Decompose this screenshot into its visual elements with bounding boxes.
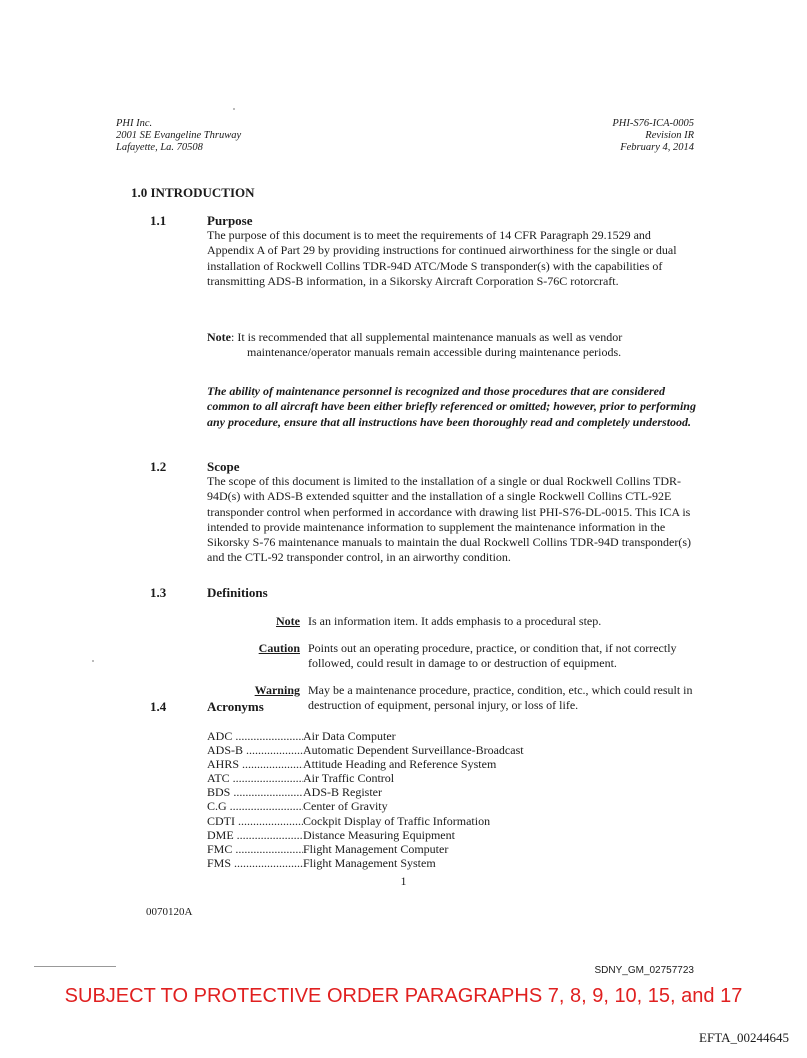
acronym-abbr: AHRS .....: [207, 757, 303, 771]
note-label: Note: [207, 330, 231, 344]
acronym-row: [207, 743, 524, 757]
section-heading-introduction: 1.0 INTRODUCTION: [131, 185, 255, 200]
section-number-scope: 1.2: [150, 459, 167, 474]
acronym-abbr: ATC .....: [207, 771, 303, 785]
section-number-purpose: 1.1: [150, 213, 167, 228]
document-id: 0070120A: [146, 906, 193, 918]
acronym-row: [207, 799, 524, 813]
section-title-acronyms: Acronyms: [207, 699, 264, 714]
scope-body: The scope of this document is limited to the installation of a single or dual Rockwell Collins TDR-94D(s) with ADS-B extended squitter and the installation of a single Rockwell Collins CTL-92E transponder control when performed in accordance with drawing list PHI-S76-DL-0015. This ICA is intended to provide maintenance information to supplement the maintenance information in the Sikorsky S-76 maintenance manuals to maintain the dual Rockwell Collins TDR-94D transponder(s) and the CTL-92 transponder control, in an airworthy condition.: [207, 474, 692, 565]
section-number-acronyms: 1.4: [150, 699, 167, 714]
acronym-abbr: DME .....: [207, 828, 303, 842]
definition-text: May be a maintenance procedure, practice, condition, etc., which could result in destruction of equipment, personal injury, or loss of life.: [308, 683, 693, 713]
note-text-line2: maintenance/operator manuals remain accessible during maintenance periods.: [247, 345, 622, 360]
acronym-row: [207, 729, 524, 743]
definition-term: Note: [276, 614, 300, 628]
section-title-scope: Scope: [207, 459, 240, 474]
acronym-row: [207, 757, 524, 771]
purpose-note: [207, 330, 697, 361]
acronym-abbr: ADS-B .....: [207, 743, 303, 757]
acronym-abbr: FMC .....: [207, 842, 303, 856]
definition-text: Is an information item. It adds emphasis to a procedural step.: [308, 614, 602, 628]
acronym-row: [207, 842, 524, 856]
section-number-definitions: 1.3: [150, 585, 167, 600]
acronym-abbr: C.G .....: [207, 799, 303, 813]
acronym-abbr: CDTI .....: [207, 814, 303, 828]
note-text-line1: : It is recommended that all supplemental maintenance manuals as well as vendor: [231, 330, 623, 344]
acronym-list: [207, 729, 524, 870]
definition-term: Caution: [258, 641, 300, 655]
document-info: [612, 118, 694, 154]
section-title-purpose: Purpose: [207, 213, 253, 228]
acronym-meaning: Flight Management Computer: [303, 841, 449, 856]
efta-number: EFTA_00244645: [699, 1030, 789, 1045]
acronym-row: [207, 814, 524, 828]
purpose-body: The purpose of this document is to meet the requirements of 14 CFR Paragraph 29.1529 and Appendix A of Part 29 by providing instructions for continued airworthiness for the single or dual installation of Rockwell Collins TDR-94D ATC/Mode S transponder(s) with the capabilities of transmitting ADS-B information, in a Sikorsky Aircraft Corporation S-76C rotorcraft.: [207, 228, 677, 288]
acronym-meaning: Air Traffic Control: [303, 771, 395, 786]
city-state-zip: Lafayette, La. 70508: [116, 142, 203, 153]
sender-address: [116, 118, 241, 154]
company-name: PHI Inc.: [116, 118, 153, 129]
acronym-row: [207, 828, 524, 842]
definition-text: Points out an operating procedure, practice, or condition that, if not correctly followed, could result in damage to or destruction of equipment.: [308, 641, 677, 671]
acronym-abbr: BDS .....: [207, 785, 303, 799]
document-number: PHI-S76-ICA-0005: [612, 118, 694, 129]
acronym-abbr: FMS .....: [207, 856, 303, 870]
definition-term: Warning: [254, 683, 300, 697]
procedure-warning-text: The ability of maintenance personnel is recognized and those procedures that are considered common to all aircraft have been either briefly referenced or omitted; however, prior to performing any procedure, ensure that all instructions have been thoroughly read and completely understood.: [207, 384, 696, 429]
revision: Revision IR: [645, 130, 694, 141]
acronym-meaning: ADS-B Register: [303, 785, 382, 800]
acronym-meaning: Flight Management System: [303, 855, 436, 870]
scan-speck: [92, 660, 94, 662]
acronym-row: [207, 771, 524, 785]
section-title-definitions: Definitions: [207, 585, 268, 600]
acronym-meaning: Automatic Dependent Surveillance-Broadcast: [303, 743, 524, 758]
bates-number: SDNY_GM_02757723: [594, 965, 694, 976]
acronym-meaning: Attitude Heading and Reference System: [303, 757, 497, 772]
acronym-meaning: Air Data Computer: [303, 729, 396, 743]
street-address: 2001 SE Evangeline Thruway: [116, 130, 242, 141]
acronym-meaning: Center of Gravity: [303, 799, 388, 814]
acronym-row: [207, 856, 524, 870]
acronym-abbr: ADC .....: [207, 729, 303, 743]
acronym-row: [207, 785, 524, 799]
scan-speck: [233, 108, 235, 110]
acronym-meaning: Cockpit Display of Traffic Information: [303, 813, 491, 828]
page-number: 1: [400, 874, 407, 888]
scan-divider: [34, 966, 116, 967]
acronym-meaning: Distance Measuring Equipment: [303, 827, 455, 842]
document-date: February 4, 2014: [620, 142, 694, 153]
protective-order-stamp: SUBJECT TO PROTECTIVE ORDER PARAGRAPHS 7, 8, 9, 10, 15, and 17: [64, 985, 743, 1007]
